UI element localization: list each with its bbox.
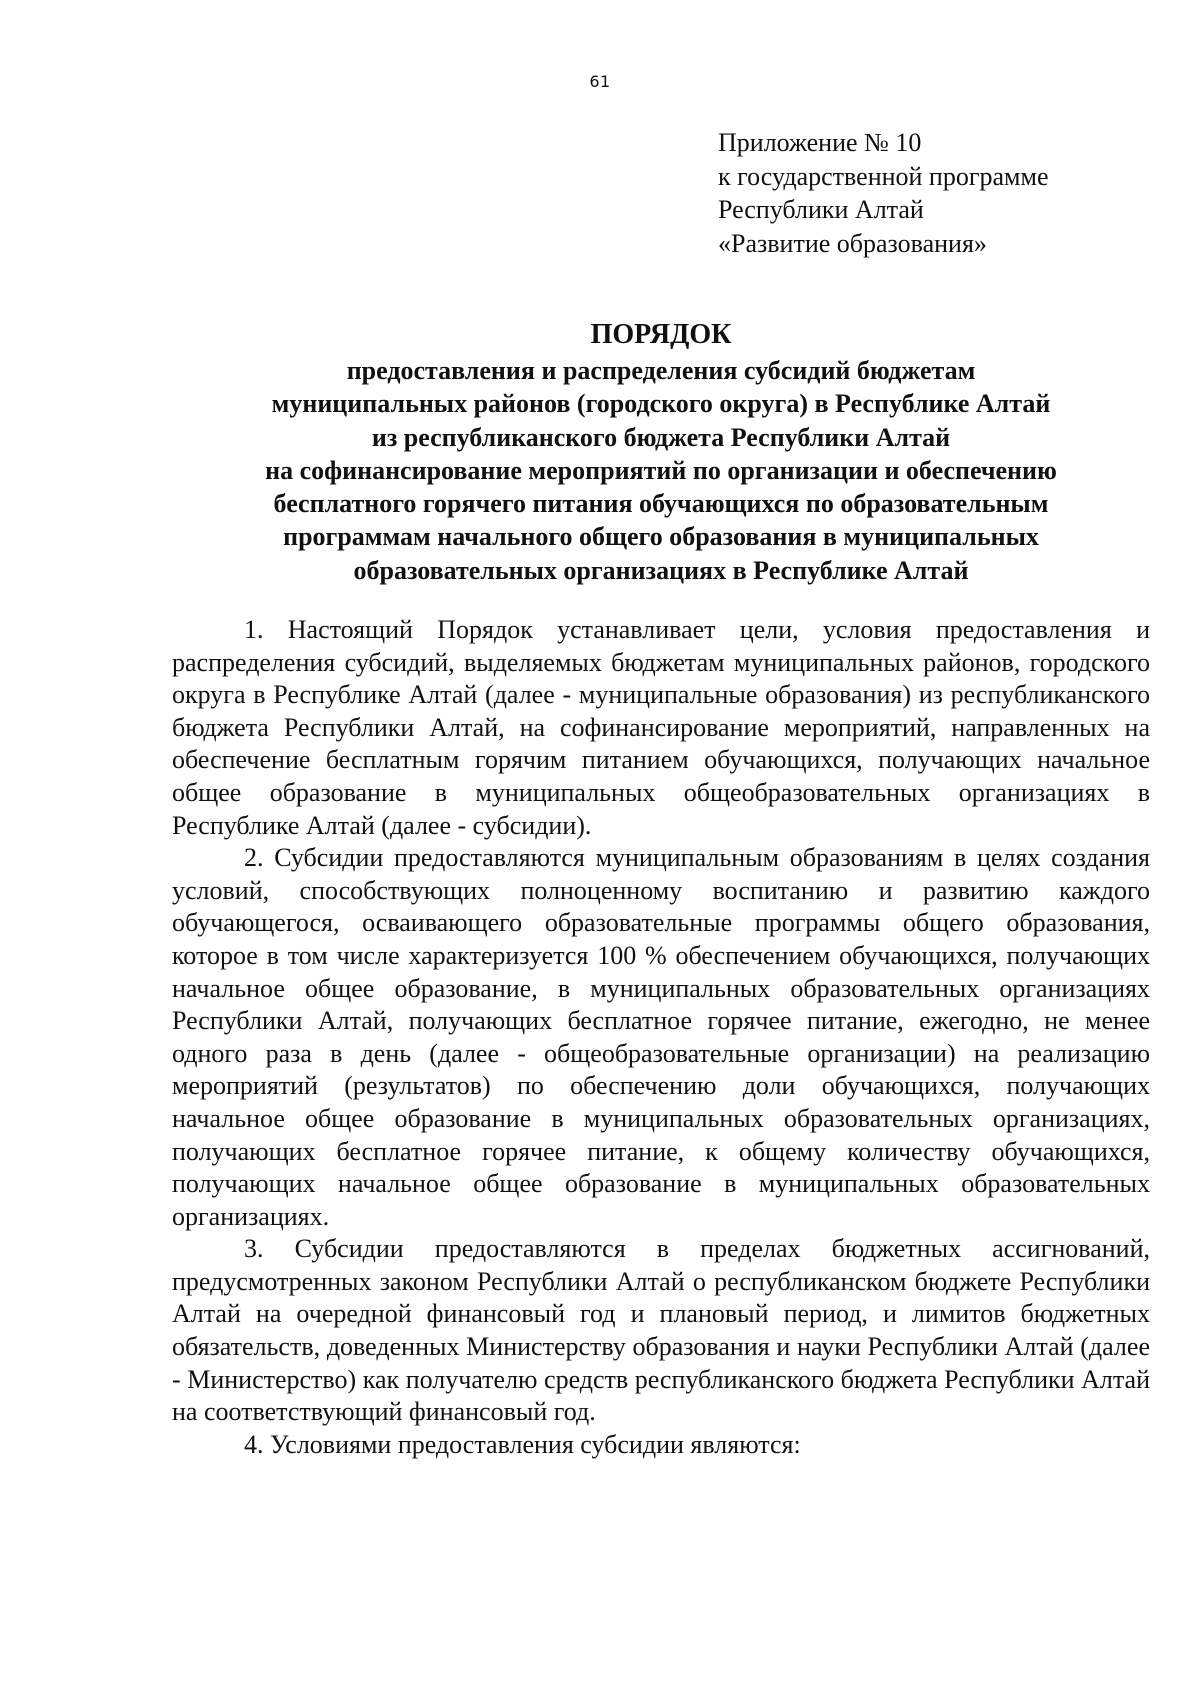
document-title — [172, 318, 1150, 587]
document-body — [172, 614, 1150, 1461]
appendix-line-3: Республики Алтай — [718, 195, 924, 224]
appendix-header — [718, 126, 1049, 260]
title-heading: ПОРЯДОК — [590, 319, 732, 350]
title-line: программам начального общего образования в муниципальных — [283, 522, 1039, 552]
appendix-line-2: к государственной программе — [718, 161, 1049, 191]
paragraph-4: 4. Условиями предоставления субсидии являются: — [244, 1429, 801, 1459]
paragraph-3: 3. Субсидии предоставляются в пределах бюджетных ассигнований, предусмотренных законом Республики Алтай о республиканском бюджете Республики Алтай на очередной финансовый год и плановый период, и лимитов бюджетных обязательств, доведенных Министерству образования и науки Республики Алтай (далее - Министерство) как получателю средств республиканского бюджета Республики Алтай на соответствующий финансовый год. — [172, 1234, 1150, 1427]
title-line: на софинансирование мероприятий по организации и обеспечению — [265, 455, 1057, 485]
paragraph-2: 2. Субсидии предоставляются муниципальным образованиям в целях создания условий, способствующих полноценному воспитанию и развитию каждого обучающегося, осваивающего образовательные программы общего образования, которое в том числе характеризуется 100 % обеспечением обучающихся, получающих начальное общее образование, в муниципальных образовательных организациях Республики Алтай, получающих бесплатное горячее питание, ежегодно, не менее одного раза в день (далее - общеобразовательные организации) на реализацию мероприятий (результатов) по обеспечению доли обучающихся, получающих начальное общее образование в муниципальных образовательных организациях, получающих бесплатное горячее питание, к общему количеству обучающихся, получающих начальное общее образование в муниципальных образовательных организациях. — [172, 843, 1150, 1231]
paragraph-1: 1. Настоящий Порядок устанавливает цели, условия предоставления и распределения субсидий, выделяемых бюджетам муниципальных районов, городского округа в Республике Алтай (далее - муниципальные образования) из республиканского бюджета Республики Алтай, на софинансирование мероприятий, направленных на обеспечение бесплатным горячим питанием обучающихся, получающих начальное общее образование в муниципальных общеобразовательных организациях в Республике Алтай (далее - субсидии). — [172, 615, 1150, 840]
title-line: бесплатного горячего питания обучающихся по образовательным — [273, 489, 1049, 519]
title-line: муниципальных районов (городского округа) в Республике Алтай — [271, 389, 1051, 419]
appendix-line-1: Приложение № 10 — [718, 128, 922, 157]
title-line: из республиканского бюджета Республики Алтай — [371, 422, 951, 452]
page-number: 61 — [589, 72, 611, 91]
title-line: образовательных организациях в Республике Алтай — [353, 555, 969, 585]
title-line: предоставления и распределения субсидий бюджетам — [346, 356, 976, 385]
appendix-line-4: «Развитие образования» — [718, 228, 987, 258]
